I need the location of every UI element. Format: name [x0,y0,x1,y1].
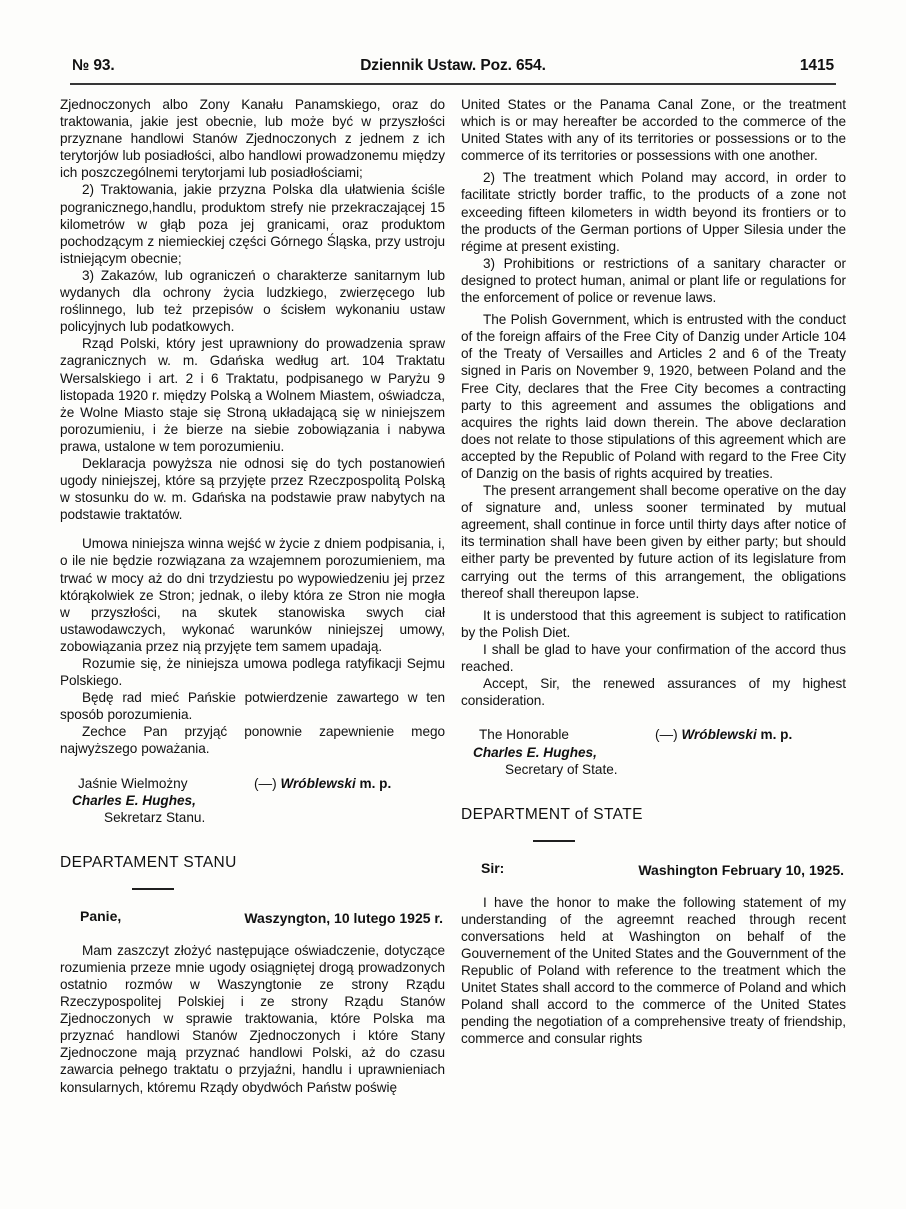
paragraph: Mam zaszczyt złożyć następujące oświadczenie, dotyczące rozumienia przeze mnie ugody osiągniętej drogą prowadzonych ostatnio rozmów w Waszyngtonie ze strony Rządu Rzeczypospolitej Polskiej i ze strony Rządu Stanów Zjednoczonych w sprawie traktowania, które Polska ma przyznać handlowi Stanów Zjednoczonych i które Stany Zjednoczone mają przyznać handlowi Polski, aż do czasu zawarcia pełnego traktatu o przyjaźni, handlu i uprawnieniach konsularnych, któremu Rządy obydwóch Państw poświę [60,942,445,1095]
department-divider [132,888,174,890]
paragraph: It is understood that this agreement is subject to ratification by the Polish Diet. [461,607,846,640]
department-divider [533,840,575,842]
paragraph: United States or the Panama Canal Zone, or the treatment which is or may hereafter be accorded to the commerce of the United States with any of its territories or possessions or to the commerce of its territories or possessions with one another. [461,97,846,164]
paragraph: I have the honor to make the following statement of my understanding of the agreemnt reached through recent conversations held at Washington on behalf of the Gouvernement of the United States and the Gouvernment of the Republic of Poland with reference to the treatment which the Unitet States shall accord to the commerce of Poland and which Poland shall accord to the commerce of the United States pending the negotiation of a comprehensive treaty of friendship, commerce and consular rights [461,894,846,1047]
department-heading: DEPARTAMENT STANU [60,853,237,871]
signature-block [60,775,445,827]
issue-number: № 93. [72,57,115,74]
paragraph: 2) The treatment which Poland may accord, in order to facilitate strictly border traffic, to the products of a zone not exceeding fifteen kilometers in width beyond its frontiers or to the products of the German portions of Upper Silesia under the régime at present existing. [461,170,846,254]
signature-block [461,726,846,778]
paragraph: 3) Prohibitions or restrictions of a sanitary character or designed to protect human, animal or plant life or regulations for the enforcement of police or revenue laws. [461,255,846,306]
signer-name: Wróblewski [280,775,356,791]
dateline: Waszyngton, 10 lutego 1925 r. [244,909,443,926]
paragraph: Deklaracja powyższa nie odnosi się do tych postanowień ugody niniejszej, które są przyjęte przez Rzeczpospolitą Polską w stosunku do w. m. Gdańska na podstawie praw nabytych na podstawie traktatów. [60,455,445,523]
addressee-name: Charles E. Hughes, [72,792,196,808]
signature-dash: (—) [655,727,678,743]
signature-row [461,726,846,743]
signer [655,726,792,743]
paragraph: Accept, Sir, the renewed assurances of my highest consideration. [461,676,846,709]
paragraph: Rząd Polski, który jest uprawniony do prowadzenia spraw zagranicznych w. m. Gdańska według art. 104 Traktatu Wersalskiego i art. 2 i 6 Traktatu, podpisanego w Paryżu 9 listopada 1920 r. między Polską a Wolnem Miastem, oświadcza, że Wolne Miasto staje się Stroną układającą się w niniejszem porozumieniu, i że bierze na siebie zobowiązania i nabywa prawa, ustalone w tem porozumieniu. [60,336,445,454]
signer-name: Wróblewski [681,727,757,743]
paragraph: The Polish Government, which is entrusted with the conduct of the foreign affairs of the Free City of Danzig under Article 104 of the Treaty of Versailles and Articles 2 and 6 of the Treaty signed in Paris on November 9, 1920, between Poland and the Free City, declares that the Free City becomes a contracting party to this agreement and assumes the obligations and acquires the rights laid down therein. The above declaration does not relate to those stipulations of this agreement which are accepted by the Republic of Poland with regard to the Free City of Danzig on the basis of rights acquired by treaties. [461,312,846,481]
salutation: Panie, [80,907,122,924]
addressee-title: Secretary of State. [505,762,618,778]
paragraph: I shall be glad to have your confirmation of the accord thus reached. [461,641,846,674]
page-title: Dziennik Ustaw. Poz. 654. [360,57,546,74]
signer-mp: m. p. [760,727,793,743]
paragraph: 2) Traktowania, jakie przyzna Polska dla ułatwienia ściśle pogranicznego,handlu, produktom strefy nie przekraczającej 15 kilometrów w głąb poza jej granicami, oraz produktom pochodzącym z niemieckiej części Górnego Śląska, przy ustroju istniejącym obecnie; [60,182,445,266]
page-number: 1415 [799,57,834,74]
paragraph: The present arrangement shall become operative on the day of signature and, unless sooner terminated by mutual agreement, shall continue in force until thirty days after notice of its termination shall have been given by either party; but should either party be prevented by future action of its legislature from carrying out the terms of this arrangement, the obligations thereof shall thereupon lapse. [461,483,846,601]
paragraph-spacer [60,523,445,535]
salutation-spacer [461,876,846,894]
addressee-honorific: Jaśnie Wielmożny [78,775,188,791]
paragraph: Umowa niniejsza winna wejść w życie z dniem podpisania, i, o ile nie będzie rozwiązana za wzajemnem porozumieniem, ma trwać w mocy aż do dni trzydziestu po wypowiedzeniu jej przez którąkolwiek ze Stron; jednak, o ileby która ze Stron nie mogła w przyszłości, na skutek stanowiska swych ciał ustawodawczych, wykonać warunków niniejszej umowy, zobowiązania przez nią przyjęte tem samem upadają. [60,536,445,654]
two-column-body [0,96,906,1096]
signer-mp: m. p. [359,775,392,791]
left-column-polish [60,96,445,1096]
addressee-honorific: The Honorable [479,727,569,743]
header-divider [70,83,836,85]
running-head [72,57,834,79]
paragraph: Rozumie się, że niniejsza umowa podlega ratyfikacji Sejmu Polskiego. [60,656,445,689]
dateline: Washington February 10, 1925. [638,861,844,878]
salutation-spacer [60,924,445,942]
paragraph: Zechce Pan przyjąć ponownie zapewnienie mego najwyższego poważania. [60,724,445,757]
department-heading: DEPARTMENT of STATE [461,805,643,823]
addressee-name: Charles E. Hughes, [473,744,597,760]
signature-row [60,775,445,792]
addressee-title: Sekretarz Stanu. [104,810,206,826]
signature-dash: (—) [254,775,277,791]
signer [254,775,391,792]
paragraph: 3) Zakazów, lub ograniczeń o charakterze sanitarnym lub wydanych dla ochrony życia ludzkiego, zwierzęcego lub roślinnego, lub też przepisów o ścisłem wykonaniu ustaw policyjnych lub podatkowych. [60,267,445,335]
right-column-english [461,96,846,1096]
paragraph: Zjednoczonych albo Zony Kanału Panamskiego, oraz do traktowania, jakie jest obecnie, lub może być w przyszłości przyznane handlowi Stanów Zjednoczonych z jednem z ich terytorjów lub posiadłości, albo handlowi prowadzonemu między ich poszczególnemi terytorjami lub posiadłościami; [60,97,445,181]
paragraph: Będę rad mieć Pańskie potwierdzenie zawartego w ten sposób porozumienia. [60,690,445,723]
salutation: Sir: [481,859,505,876]
